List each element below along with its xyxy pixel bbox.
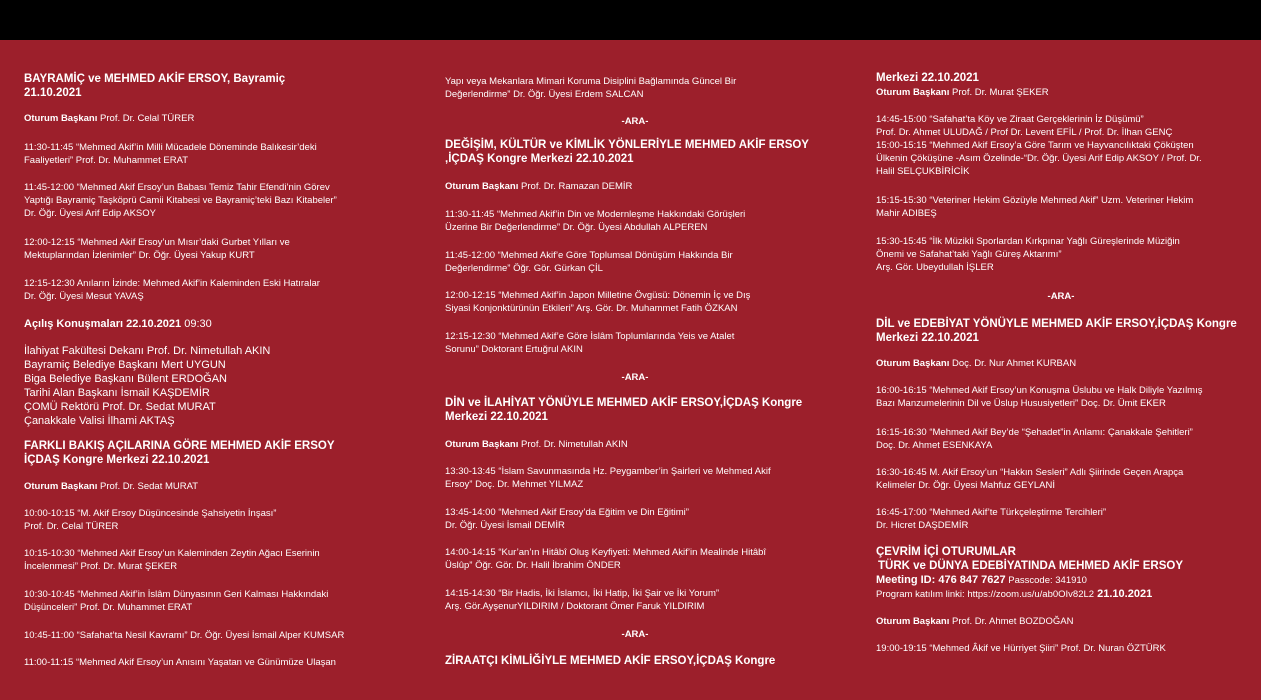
opening-speeches-heading	[24, 317, 404, 331]
text-line: Üslûp” Öğr. Gör. Dr. Halil İbrahim ÖNDER	[445, 560, 621, 571]
text-line: Açılış Konuşmaları 22.10.2021	[24, 318, 182, 330]
text-line: 09:30	[181, 318, 212, 330]
talk-item	[876, 113, 1246, 178]
break-marker	[445, 371, 825, 384]
meeting-id: Meeting ID: 476 847 7627	[876, 574, 1006, 586]
talk-item	[876, 642, 1246, 655]
text-line: Prof. Dr. Celal TÜRER	[97, 113, 195, 124]
talk-item	[24, 236, 404, 262]
program-column-1	[24, 40, 404, 700]
text-line: 13:45-14:00 “Mehmed Akif Ersoy’da Eğitim ve Din Eğitimi”	[445, 507, 689, 518]
text-line: 14:15-14:30 “Bir Hadis, İki İslamcı, İki Hatip, İki Şair ve İki Yorum”	[445, 588, 720, 599]
text-line: Prof. Dr. Murat ŞEKER	[949, 87, 1049, 98]
text-line: Arş. Gör. Ubeydullah İŞLER	[876, 262, 994, 273]
text-line	[876, 615, 1246, 628]
online-sessions-subtitle: TÜRK ve DÜNYA EDEBİYATINDA MEHMED AKİF ERSOY	[878, 560, 1184, 572]
text-line: -ARA-	[1047, 291, 1075, 302]
text-line: Prof. Dr. Ahmet ULUDAĞ / Prof Dr. Levent EFİL / Prof. Dr. İlhan GENÇ	[876, 127, 1173, 138]
text-line: Değerlendirme” Öğr. Gör. Gürkan ÇİL	[445, 263, 603, 274]
text-line: -ARA-	[621, 372, 649, 383]
text-line: Kelimeler Dr. Öğr. Üyesi Mahfuz GEYLANİ	[876, 480, 1055, 491]
text-line	[24, 112, 404, 125]
text-line: 16:00-16:15 “Mehmed Akif Ersoy’un Konuşma Üslubu ve Halk Diliyle Yazılmış	[876, 385, 1203, 396]
session-heading-degisim	[445, 138, 825, 166]
session-chair	[445, 438, 825, 451]
talk-item	[445, 587, 825, 613]
text-line: Prof. Dr. Nimetullah AKIN	[518, 439, 628, 450]
text-line: Sorunu” Doktorant Ertuğrul AKIN	[445, 344, 583, 355]
program-column-3	[876, 40, 1246, 700]
talk-item	[876, 426, 1246, 452]
text-line: Dr. Öğr. Üyesi Mesut YAVAŞ	[24, 291, 144, 302]
text-line: DEĞİŞİM, KÜLTÜR ve KİMLİK YÖNLERİYLE MEHMED AKİF ERSOY	[445, 139, 809, 151]
text-line: 13:30-13:45 “İslam Savunmasında Hz. Peygamber’in Şairleri ve Mehmed Akif	[445, 466, 771, 477]
text-line: Bayramiç Belediye Başkanı Mert UYGUN	[24, 359, 226, 371]
text-line: 12:15-12:30 Anıların İzinde: Mehmed Akif’in Kaleminden Eski Hatıralar	[24, 278, 320, 289]
text-line: Yapı veya Mekanlara Mimari Koruma Disiplini Bağlamında Güncel Bir	[445, 76, 737, 87]
session-heading-dil-edebiyat	[876, 317, 1246, 345]
text-line: Dr. Öğr. Üyesi İsmail DEMİR	[445, 520, 565, 531]
text-line: İÇDAŞ Kongre Merkezi 22.10.2021	[24, 454, 210, 466]
talk-item	[445, 465, 825, 491]
session-chair	[876, 615, 1246, 628]
session-heading-bayramic	[24, 72, 404, 100]
session-heading-continued	[876, 71, 1246, 85]
text-line	[876, 86, 1246, 99]
zoom-link[interactable]: Program katılım linki: https://zoom.us/u/ab0OIv82L2	[876, 589, 1095, 600]
text-line: 19:00-19:15 “Mehmed Âkif ve Hürriyet Şiiri” Prof. Dr. Nuran ÖZTÜRK	[876, 643, 1166, 654]
text-line: Oturum Başkanı	[876, 358, 950, 369]
text-line: 14:00-14:15 “Kur’an’ın Hitâbî Oluş Keyfiyeti: Mehmed Akif’in Mealinde Hitâbî	[445, 547, 767, 558]
text-line: Doç. Dr. Nur Ahmet KURBAN	[949, 358, 1077, 369]
talk-item	[876, 384, 1246, 410]
text-line: DİN ve İLAHİYAT YÖNÜYLE MEHMED AKİF ERSOY,İÇDAŞ Kongre	[445, 397, 803, 409]
session-heading-farkli-bakis	[24, 439, 404, 467]
text-line: ,İÇDAŞ Kongre Merkezi 22.10.2021	[445, 153, 634, 165]
online-date: 21.10.2021	[1094, 588, 1153, 600]
talk-item	[876, 194, 1246, 220]
text-line: Oturum Başkanı	[24, 481, 98, 492]
talk-item	[24, 507, 404, 533]
talk-item	[876, 466, 1246, 492]
talk-item	[24, 141, 404, 167]
talk-item	[876, 235, 1246, 274]
text-line: Ülkenin Çöküşüne -Asım Özelinde-“Dr. Öğr. Üyesi Arif Edip AKSOY / Prof. Dr.	[876, 153, 1202, 164]
text-line	[876, 357, 1246, 370]
talk-item	[445, 75, 825, 101]
session-chair	[876, 86, 1246, 99]
text-line: Arş. Gör.AyşenurYILDIRIM / Doktorant Ömer Faruk YILDIRIM	[445, 601, 705, 612]
session-heading-din-ilahiyat	[445, 396, 825, 424]
text-line: 11:45-12:00 “Mehmed Akif Ersoy’un Babası Temiz Tahir Efendi’nin Görev	[24, 182, 330, 193]
passcode: Passcode: 341910	[1005, 575, 1087, 586]
talk-item	[24, 629, 404, 642]
text-line: BAYRAMİÇ ve MEHMED AKİF ERSOY, Bayramiç	[24, 73, 286, 85]
text-line: Düşünceleri” Prof. Dr. Muhammet ERAT	[24, 602, 193, 613]
text-line: ZİRAATÇI KİMLİĞİYLE MEHMED AKİF ERSOY,İÇDAŞ Kongre	[445, 655, 776, 667]
text-line: Oturum Başkanı	[876, 87, 950, 98]
talk-item	[445, 546, 825, 572]
break-marker	[445, 628, 825, 641]
text-line: Dr. Hicret DAŞDEMİR	[876, 520, 969, 531]
text-line: 16:45-17:00 “Mehmed Akif’te Türkçeleştirme Tercihleri”	[876, 507, 1107, 518]
session-chair	[24, 112, 404, 125]
text-line: DİL ve EDEBİYAT YÖNÜYLE MEHMED AKİF ERSOY,İÇDAŞ Kongre	[876, 318, 1237, 330]
talk-item	[24, 277, 404, 303]
text-line: 11:00-11:15 “Mehmed Akif Ersoy’un Anısını Yaşatan ve Günümüze Ulaşan	[24, 657, 336, 668]
text-line: 21.10.2021	[24, 87, 82, 99]
text-line: Merkezi 22.10.2021	[445, 411, 548, 423]
session-chair	[445, 180, 825, 193]
text-line: 10:30-10:45 “Mehmed Akif’in İslâm Dünyasının Geri Kalması Hakkındaki	[24, 589, 329, 600]
text-line: Değerlendirme” Dr. Öğr. Üyesi Erdem SALCAN	[445, 89, 644, 100]
text-line: -ARA-	[621, 116, 649, 127]
text-line: 15:15-15:30 “Veteriner Hekim Gözüyle Mehmed Akif” Uzm. Veteriner Hekim	[876, 195, 1194, 206]
text-line: Üzerine Bir Değerlendirme” Dr. Öğr. Üyesi Abdullah ALPEREN	[445, 222, 708, 233]
text-line: Dr. Öğr. Üyesi Arif Edip AKSOY	[24, 208, 156, 219]
talk-item	[445, 506, 825, 532]
text-line	[876, 587, 1246, 601]
break-marker	[876, 290, 1246, 303]
text-line: Faaliyetleri” Prof. Dr. Muhammet ERAT	[24, 155, 189, 166]
text-line: ÇOMÜ Rektörü Prof. Dr. Sedat MURAT	[24, 401, 216, 413]
talk-item	[445, 289, 825, 315]
text-line: 12:00-12:15 “Mehmed Akif’in Japon Milletine Övgüsü: Dönemin İç ve Dış	[445, 290, 751, 301]
text-line: Ersoy” Doç. Dr. Mehmet YILMAZ	[445, 479, 584, 490]
text-line: Oturum Başkanı	[445, 181, 519, 192]
text-line: Halil SELÇUKBİRİCİK	[876, 166, 970, 177]
online-sessions-block	[876, 545, 1246, 601]
text-line: Bazı Manzumelerinin Dil ve Üslup Hususiyetleri” Doç. Dr. Ümit EKER	[876, 398, 1166, 409]
talk-item	[24, 656, 404, 669]
text-line	[24, 317, 404, 331]
text-line: Doç. Dr. Ahmet ESENKAYA	[876, 440, 993, 451]
text-line: Mektuplarından İzlenimler” Dr. Öğr. Üyesi Yakup KURT	[24, 250, 255, 261]
talk-item	[24, 547, 404, 573]
text-line: Siyasi Konjonktürünün Etkileri” Arş. Gör. Dr. Muhammet Fatih ÖZKAN	[445, 303, 738, 314]
session-heading-ziraatci	[445, 654, 825, 668]
text-line: 11:30-11:45 “Mehmed Akif’in Milli Mücadele Döneminde Balıkesir’deki	[24, 142, 317, 153]
text-line: 11:30-11:45 “Mehmed Akif’in Din ve Modernleşme Hakkındaki Görüşleri	[445, 209, 746, 220]
text-line: Çanakkale Valisi İlhami AKTAŞ	[24, 415, 175, 427]
text-line: Merkezi 22.10.2021	[876, 72, 979, 84]
text-line: 15:00-15:15 “Mehmed Akif Ersoy’a Göre Tarım ve Hayvancılıktaki Çöküşten	[876, 140, 1194, 151]
text-line: -ARA-	[621, 629, 649, 640]
text-line: 11:45-12:00 “Mehmed Akif’e Göre Toplumsal Dönüşüm Hakkında Bir	[445, 250, 733, 261]
text-line: Tarihi Alan Başkanı İsmail KAŞDEMİR	[24, 387, 210, 399]
online-sessions-title: ÇEVRİM İÇİ OTURUMLAR	[876, 546, 1016, 558]
text-line	[445, 180, 825, 193]
text-line: Prof. Dr. Celal TÜRER	[24, 521, 119, 532]
text-line: 10:45-11:00 “Safahat’ta Nesil Kavramı” Dr. Öğr. Üyesi İsmail Alper KUMSAR	[24, 630, 345, 641]
text-line: Oturum Başkanı	[24, 113, 98, 124]
session-chair	[24, 480, 404, 493]
text-line: 16:15-16:30 “Mehmed Akif Bey’de “Şehadet”in Anlamı: Çanakkale Şehitleri”	[876, 427, 1193, 438]
text-line: 12:00-12:15 “Mehmed Akif Ersoy’un Mısır’daki Gurbet Yılları ve	[24, 237, 290, 248]
session-chair	[876, 357, 1246, 370]
opening-speakers-list	[24, 344, 404, 428]
talk-item	[445, 208, 825, 234]
text-line: Mahir ADIBEŞ	[876, 208, 937, 219]
text-line: Oturum Başkanı	[445, 439, 519, 450]
text-line: 12:15-12:30 “Mehmed Akif’e Göre İslâm Toplumlarında Yeis ve Atalet	[445, 331, 735, 342]
text-line: 16:30-16:45 M. Akif Ersoy’un “Hakkın Sesleri” Adlı Şiirinde Geçen Arapça	[876, 467, 1184, 478]
text-line: FARKLI BAKIŞ AÇILARINA GÖRE MEHMED AKİF ERSOY	[24, 440, 335, 452]
text-line: Yaptığı Bayramiç Taşköprü Camii Kitabesi ve Bayramiç’teki Bazı Kitabeler”	[24, 195, 337, 206]
text-line: Prof. Dr. Ahmet BOZDOĞAN	[949, 616, 1074, 627]
text-line	[445, 438, 825, 451]
text-line: İncelenmesi” Prof. Dr. Murat ŞEKER	[24, 561, 178, 572]
talk-item	[445, 330, 825, 356]
text-line	[24, 480, 404, 493]
program-column-2	[445, 40, 825, 700]
text-line: Prof. Dr. Sedat MURAT	[97, 481, 199, 492]
top-black-bar	[0, 0, 1261, 40]
text-line: 15:30-15:45 “İlk Müzikli Sporlardan Kırkpınar Yağlı Güreşlerinde Müziğin	[876, 236, 1180, 247]
talk-item	[876, 506, 1246, 532]
text-line: Oturum Başkanı	[876, 616, 950, 627]
text-line	[876, 573, 1246, 587]
text-line: Prof. Dr. Ramazan DEMİR	[518, 181, 633, 192]
talk-item	[24, 588, 404, 614]
text-line: Biga Belediye Başkanı Bülent ERDOĞAN	[24, 373, 227, 385]
text-line: 10:00-10:15 “M. Akif Ersoy Düşüncesinde Şahsiyetin İnşası”	[24, 508, 277, 519]
talk-item	[24, 181, 404, 220]
text-line: 14:45-15:00 “Safahat’ta Köy ve Ziraat Gerçeklerinin İz Düşümü”	[876, 114, 1144, 125]
text-line: Merkezi 22.10.2021	[876, 332, 979, 344]
text-line: Önemi ve Safahat’taki Yağlı Güreş Aktarımı”	[876, 249, 1062, 260]
text-line: İlahiyat Fakültesi Dekanı Prof. Dr. Nimetullah AKIN	[24, 345, 271, 357]
text-line: 10:15-10:30 “Mehmed Akif Ersoy’un Kaleminden Zeytin Ağacı Eserinin	[24, 548, 320, 559]
talk-item	[445, 249, 825, 275]
break-marker	[445, 115, 825, 128]
